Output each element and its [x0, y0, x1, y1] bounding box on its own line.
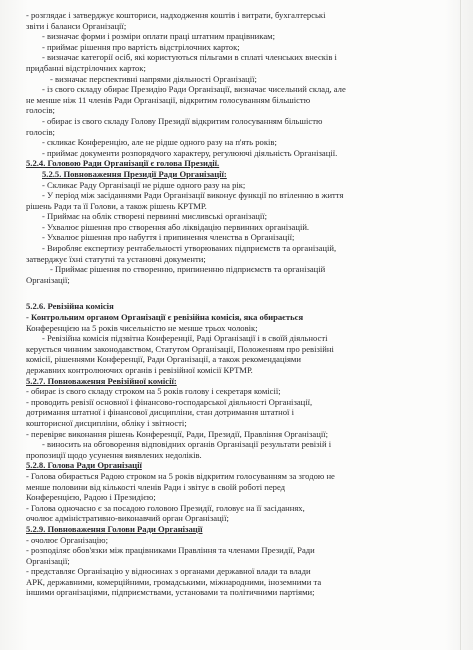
text-line: керується чинним законодавством, Статутом Організації, Положенням про ревізійні — [26, 343, 334, 354]
text-line: дотримання штатної і фінансової дисципліни, стан дотримання штатної і — [26, 407, 294, 418]
text-line: - скликає Конференцію, але не рідше одного разу на п'ять років; — [42, 137, 277, 148]
text-line: - обирає із свого складу строком на 5 років голову і секретаря комісії; — [26, 386, 281, 397]
text-line: - приймає рішення про вартість відстрілочних карток; — [42, 41, 240, 52]
text-line: державних контролюючих органів і ревізійної комісії КРТМР. — [26, 365, 253, 375]
section-heading-5-2-7: 5.2.7. Повноваження Ревізійної комісії: — [26, 375, 177, 386]
text-line: Конференцією на 5 років чисельністю не менше трьох чоловік; — [26, 322, 258, 333]
text-line: - визначає форми і розміри оплати праці штатним працівникам; — [42, 31, 275, 42]
text-line: - виносить на обговорення відповідних органів Організації результати ревізій і — [42, 439, 332, 450]
section-heading-5-2-9: 5.2.9. Повноваження Голови Ради Організації — [26, 523, 203, 534]
text-line: кошторисної дисципліни, обліку і звітності; — [26, 417, 187, 428]
text-line: очолює адміністративно-виконавчий орган Організації; — [26, 513, 229, 524]
text-line: - Ухвалює рішення про створення або ліквідацію первинних організацій. — [42, 221, 310, 232]
text-line: - очолює Організацію; — [26, 534, 108, 545]
text-line: Конференцією, Радою і Президією; — [26, 492, 156, 503]
text-line: - перевіряє виконання рішень Конференції, Ради, Президії, Правління Організації; — [26, 428, 328, 439]
section-heading-5-2-8: 5.2.8. Голова Ради Організації — [26, 460, 142, 471]
text-line: менше половини від кількості членів Ради і звітує в своїй роботі перед — [26, 481, 286, 492]
text-line: - обирає із свого складу Голову Президії відкритим голосуванням більшістю — [42, 115, 323, 126]
text-line: - визначає перспективні напрями діяльності Організації; — [50, 73, 257, 84]
text-line: - Приймає рішення по створенню, припиненню підприємств та організацій — [50, 264, 326, 275]
text-line: - представляє Організацію у відносинах з органами державної влади та влади — [26, 566, 311, 577]
text-line: - Ревізійна комісія підзвітна Конференції, Раді Організації і в своїй діяльності — [42, 333, 328, 344]
text-line: - У період між засіданнями Ради Організації виконує функції по втіленню в життя — [42, 190, 344, 201]
text-line: Організації; — [26, 274, 70, 285]
text-line: - Виробляє експертизу рентабельності утворюваних підприємств та організацій, — [42, 243, 337, 254]
text-line: - Контрольним органом Організації є ревізійна комісія, яка обирається — [26, 312, 304, 323]
text-line: голосів; — [26, 105, 55, 116]
text-line: - Скликає Раду Організації не рідше одного разу на рік; — [42, 179, 246, 190]
page-edge-shadow — [460, 0, 461, 650]
section-heading-5-2-6: 5.2.6. Ревізійна комісія — [26, 301, 114, 312]
text-line: - Приймає на облік створені первинні мисливські організації; — [42, 211, 268, 222]
paragraph-gap — [26, 285, 451, 295]
text-line: комісії, рішеннями Конференції, Ради Організації, а також рекомендаціями — [26, 354, 301, 365]
text-line: затверджує їхні статутні та установчі документи; — [26, 253, 206, 264]
text-line: звіти і баланси Організації; — [26, 20, 127, 31]
text-line: - визначає категорії осіб, які користуються пільгами в сплаті членських внесків і — [42, 52, 337, 63]
text-line: - приймає документи розпорядчого характеру, регулюючі діяльність Організації. — [42, 147, 338, 158]
text-line: голосів; — [26, 126, 55, 137]
text-line: - розглядає і затверджує кошториси, надходження коштів і витрати, бухгалтерські — [26, 10, 326, 20]
text-line: - Ухвалює рішення про набуття і припинення членства в Організації; — [42, 232, 295, 243]
text-line: АРК, державними, комерційними, громадськими, міжнародними, іноземними та — [26, 576, 322, 587]
text-line: пропозиції щодо усунення виявлених недоліків. — [26, 449, 202, 460]
text-line: рішень Ради та її Голови, а також рішень КРТМР. — [26, 200, 207, 211]
section-heading-5-2-5: 5.2.5. Повноваження Президії Ради Організації: — [42, 168, 227, 179]
text-line: - проводить ревізії основної і фінансово-господарської діяльності Організації, — [26, 396, 313, 407]
text-line: придбанні відстрілочних карток; — [26, 62, 146, 73]
section-heading-5-2-4: 5.2.4. Головою Ради Організації є голова Президії. — [26, 158, 220, 169]
text-line: іншими організаціями, підприємствами, установами та політичними партіями; — [26, 587, 315, 598]
text-line: не менше ніж 11 членів Ради Організації, відкритим голосуванням більшістю — [26, 94, 311, 105]
text-line: - із свого складу обирає Президію Ради Організації, визначає чисельний склад, але — [42, 84, 346, 95]
text-line: - Голова обирається Радою строком на 5 років відкритим голосуванням за згодою не — [26, 470, 335, 481]
text-line: - розподіляє обов'язки між працівниками Правління та членами Президії, Ради — [26, 545, 315, 556]
text-line: Організації; — [26, 555, 70, 566]
text-line: - Голова одночасно є за посадою головою Президії, головує на її засіданнях, — [26, 502, 305, 513]
